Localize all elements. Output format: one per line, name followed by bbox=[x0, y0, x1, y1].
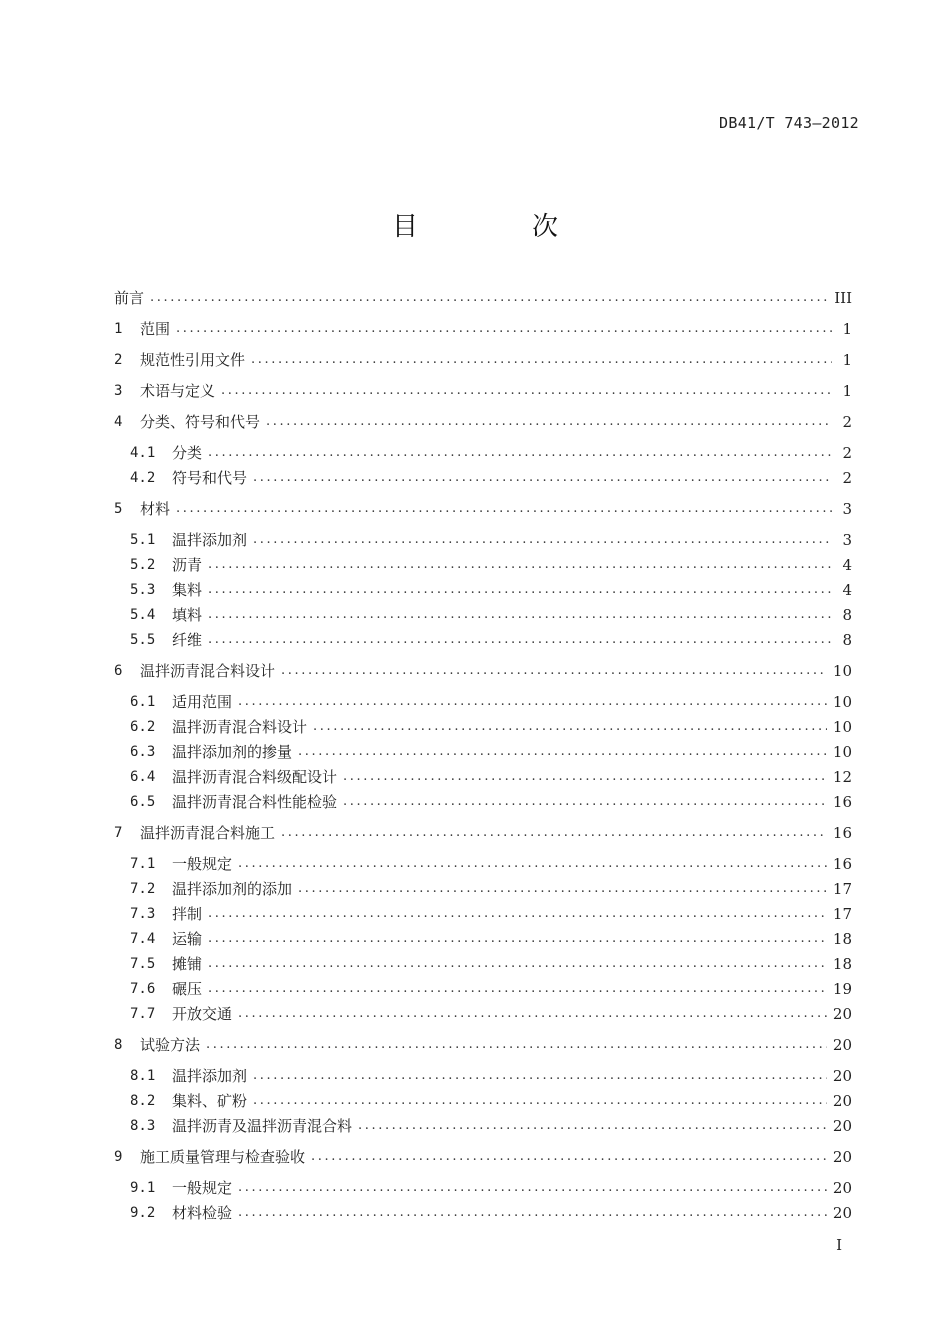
toc-leader-dots bbox=[298, 740, 827, 764]
toc-entry-page: 19 bbox=[832, 980, 852, 998]
toc-leader-dots bbox=[251, 348, 832, 372]
toc-entry-number: 7 bbox=[114, 825, 123, 841]
toc-entry-label: 材料 bbox=[140, 500, 171, 518]
toc-entry-label: 前言 bbox=[114, 289, 145, 307]
toc-leader-dots bbox=[253, 1089, 827, 1113]
toc-entry-label: 沥青 bbox=[172, 556, 203, 574]
toc-entry-label: 温拌沥青及温拌沥青混合料 bbox=[172, 1117, 353, 1135]
toc-entry[interactable] bbox=[130, 466, 852, 490]
toc-entry[interactable] bbox=[130, 977, 852, 1001]
toc-entry-label: 温拌添加剂 bbox=[172, 531, 248, 549]
toc-entry[interactable] bbox=[130, 1176, 852, 1200]
toc-entry[interactable] bbox=[114, 348, 852, 372]
toc-entry-number: 6 bbox=[114, 663, 123, 679]
toc-leader-dots bbox=[208, 578, 832, 602]
toc-entry-number: 9.2 bbox=[130, 1205, 156, 1221]
toc-entry-page: 10 bbox=[832, 662, 852, 680]
toc-entry[interactable] bbox=[130, 441, 852, 465]
toc-entry-label: 温拌添加剂的掺量 bbox=[172, 743, 293, 761]
toc-entry-number: 7.6 bbox=[130, 981, 156, 997]
toc-entry-label: 规范性引用文件 bbox=[140, 351, 246, 369]
toc-leader-dots bbox=[238, 690, 827, 714]
toc-entry[interactable] bbox=[114, 659, 852, 683]
toc-leader-dots bbox=[176, 497, 832, 521]
toc-leader-dots bbox=[221, 379, 832, 403]
toc-entry[interactable] bbox=[130, 902, 852, 926]
toc-entry-page: 20 bbox=[832, 1036, 852, 1054]
toc-entry-label: 分类 bbox=[172, 444, 203, 462]
toc-entry[interactable] bbox=[114, 1033, 852, 1057]
toc-entry-page: 20 bbox=[832, 1117, 852, 1135]
toc-entry[interactable] bbox=[130, 1201, 852, 1225]
toc-entry-label: 一般规定 bbox=[172, 1179, 233, 1197]
toc-entry-number: 2 bbox=[114, 352, 123, 368]
toc-entry-number: 6.4 bbox=[130, 769, 156, 785]
toc-entry-number: 9 bbox=[114, 1149, 123, 1165]
toc-entry-number: 7.3 bbox=[130, 906, 156, 922]
toc-entry-number: 6.3 bbox=[130, 744, 156, 760]
toc-leader-dots bbox=[208, 441, 832, 465]
toc-entry-label: 温拌沥青混合料设计 bbox=[172, 718, 308, 736]
toc-entry[interactable] bbox=[114, 1145, 852, 1169]
toc-entry-number: 4.1 bbox=[130, 445, 156, 461]
toc-entry[interactable] bbox=[114, 379, 852, 403]
toc-leader-dots bbox=[238, 1176, 827, 1200]
toc-entry-label: 符号和代号 bbox=[172, 469, 248, 487]
toc-entry-label: 集料、矿粉 bbox=[172, 1092, 248, 1110]
toc-entry-number: 5 bbox=[114, 501, 123, 517]
toc-entry[interactable] bbox=[114, 317, 852, 341]
toc-entry-page: 20 bbox=[832, 1067, 852, 1085]
toc-entry-number: 9.1 bbox=[130, 1180, 156, 1196]
toc-entry-page: 10 bbox=[832, 693, 852, 711]
toc-entry-label: 碾压 bbox=[172, 980, 203, 998]
toc-entry-number: 1 bbox=[114, 321, 123, 337]
toc-leader-dots bbox=[208, 628, 832, 652]
toc-entry[interactable] bbox=[130, 877, 852, 901]
toc-entry[interactable] bbox=[114, 497, 852, 521]
toc-entry-page: 16 bbox=[832, 824, 852, 842]
toc-entry-page: 18 bbox=[832, 955, 852, 973]
toc-entry-page: 3 bbox=[842, 531, 852, 549]
toc-entry-page: 8 bbox=[842, 606, 852, 624]
toc-entry-number: 5.1 bbox=[130, 532, 156, 548]
toc-entry-page: 4 bbox=[842, 556, 852, 574]
toc-leader-dots bbox=[266, 410, 832, 434]
toc-entry-number: 6.2 bbox=[130, 719, 156, 735]
toc-entry-label: 温拌添加剂的添加 bbox=[172, 880, 293, 898]
toc-leader-dots bbox=[343, 790, 827, 814]
toc-leader-dots bbox=[208, 553, 832, 577]
toc-leader-dots bbox=[238, 852, 827, 876]
toc-leader-dots bbox=[313, 715, 827, 739]
toc-leader-dots bbox=[208, 952, 827, 976]
toc-entry-page: 2 bbox=[842, 413, 852, 431]
toc-entry-label: 填料 bbox=[172, 606, 203, 624]
toc-leader-dots bbox=[281, 659, 827, 683]
toc-entry[interactable] bbox=[114, 821, 852, 845]
toc-entry-label: 纤维 bbox=[172, 631, 203, 649]
toc-entry-page: 10 bbox=[832, 718, 852, 736]
toc-entry-page: 8 bbox=[842, 631, 852, 649]
toc-entry-page: 18 bbox=[832, 930, 852, 948]
toc-entry-page: 4 bbox=[842, 581, 852, 599]
toc-entry[interactable] bbox=[130, 1064, 852, 1088]
toc-leader-dots bbox=[281, 821, 827, 845]
toc-entry[interactable] bbox=[130, 740, 852, 764]
toc-entry-page: 1 bbox=[842, 320, 852, 338]
toc-entry-label: 术语与定义 bbox=[140, 382, 216, 400]
toc-entry-page: 20 bbox=[832, 1179, 852, 1197]
toc-entry[interactable] bbox=[130, 952, 852, 976]
toc-entry[interactable] bbox=[114, 286, 852, 310]
toc-entry-number: 5.5 bbox=[130, 632, 156, 648]
footer-page-number: I bbox=[836, 1236, 842, 1254]
toc-entry-label: 温拌沥青混合料级配设计 bbox=[172, 768, 338, 786]
toc-entry-label: 一般规定 bbox=[172, 855, 233, 873]
toc-leader-dots bbox=[253, 528, 832, 552]
toc-entry-label: 温拌沥青混合料施工 bbox=[140, 824, 276, 842]
toc-entry[interactable] bbox=[130, 852, 852, 876]
toc-entry-page: 2 bbox=[842, 444, 852, 462]
toc-entry-number: 3 bbox=[114, 383, 123, 399]
toc-entry-page: 16 bbox=[832, 855, 852, 873]
toc-leader-dots bbox=[208, 603, 832, 627]
toc-entry[interactable] bbox=[130, 1002, 852, 1026]
toc-entry-page: 16 bbox=[832, 793, 852, 811]
toc-entry-page: III bbox=[834, 289, 852, 307]
toc-entry-page: 20 bbox=[832, 1148, 852, 1166]
toc-entry[interactable] bbox=[130, 628, 852, 652]
toc-leader-dots bbox=[343, 765, 827, 789]
toc-entry-number: 7.7 bbox=[130, 1006, 156, 1022]
toc-leader-dots bbox=[208, 977, 827, 1001]
toc-entry-number: 8.3 bbox=[130, 1118, 156, 1134]
toc-entry-number: 8 bbox=[114, 1037, 123, 1053]
toc-entry-label: 温拌沥青混合料设计 bbox=[140, 662, 276, 680]
toc-entry-page: 2 bbox=[842, 469, 852, 487]
toc-entry[interactable] bbox=[130, 578, 852, 602]
toc-entry-label: 拌制 bbox=[172, 905, 203, 923]
toc-entry-number: 5.2 bbox=[130, 557, 156, 573]
toc-entry-label: 运输 bbox=[172, 930, 203, 948]
toc-leader-dots bbox=[238, 1002, 827, 1026]
toc-entry-label: 范围 bbox=[140, 320, 171, 338]
toc-entry[interactable] bbox=[130, 715, 852, 739]
toc-entry[interactable] bbox=[130, 927, 852, 951]
toc-entry-number: 8.2 bbox=[130, 1093, 156, 1109]
toc-entry-number: 7.1 bbox=[130, 856, 156, 872]
toc-entry-page: 20 bbox=[832, 1092, 852, 1110]
toc-entry-number: 8.1 bbox=[130, 1068, 156, 1084]
toc-entry-page: 17 bbox=[832, 905, 852, 923]
toc-leader-dots bbox=[206, 1033, 827, 1057]
toc-entry-label: 集料 bbox=[172, 581, 203, 599]
toc-entry-page: 20 bbox=[832, 1005, 852, 1023]
toc-entry-number: 7.2 bbox=[130, 881, 156, 897]
toc-entry-page: 20 bbox=[832, 1204, 852, 1222]
toc-entry-label: 开放交通 bbox=[172, 1005, 233, 1023]
toc-entry[interactable] bbox=[130, 528, 852, 552]
toc-entry[interactable] bbox=[130, 790, 852, 814]
toc-entry-label: 适用范围 bbox=[172, 693, 233, 711]
toc-entry-label: 分类、符号和代号 bbox=[140, 413, 261, 431]
toc-entry-label: 温拌添加剂 bbox=[172, 1067, 248, 1085]
toc-entry-page: 12 bbox=[832, 768, 852, 786]
toc-leader-dots bbox=[253, 1064, 827, 1088]
toc-entry-label: 施工质量管理与检查验收 bbox=[140, 1148, 306, 1166]
page-title: 目 次 bbox=[391, 212, 602, 242]
toc-entry-number: 7.4 bbox=[130, 931, 156, 947]
toc-entry-number: 4.2 bbox=[130, 470, 156, 486]
toc-entry-label: 试验方法 bbox=[140, 1036, 201, 1054]
toc-entry-number: 6.5 bbox=[130, 794, 156, 810]
toc-leader-dots bbox=[176, 317, 832, 341]
toc-entry-page: 1 bbox=[842, 382, 852, 400]
toc-entry[interactable] bbox=[130, 690, 852, 714]
toc-entry[interactable] bbox=[130, 1114, 852, 1138]
toc-entry[interactable] bbox=[114, 410, 852, 434]
toc-leader-dots bbox=[238, 1201, 827, 1225]
toc-entry-number: 6.1 bbox=[130, 694, 156, 710]
toc-entry-number: 7.5 bbox=[130, 956, 156, 972]
document-code: DB41/T 743—2012 bbox=[719, 114, 859, 132]
toc-entry-page: 10 bbox=[832, 743, 852, 761]
toc-leader-dots bbox=[253, 466, 832, 490]
toc-entry-label: 材料检验 bbox=[172, 1204, 233, 1222]
toc-entry-number: 4 bbox=[114, 414, 123, 430]
toc-entry-label: 温拌沥青混合料性能检验 bbox=[172, 793, 338, 811]
toc-entry-page: 1 bbox=[842, 351, 852, 369]
toc-leader-dots bbox=[150, 286, 828, 310]
toc-entry[interactable] bbox=[130, 1089, 852, 1113]
toc-leader-dots bbox=[358, 1114, 827, 1138]
toc-leader-dots bbox=[208, 927, 827, 951]
toc-entry-page: 3 bbox=[842, 500, 852, 518]
toc-entry[interactable] bbox=[130, 603, 852, 627]
toc-entry[interactable] bbox=[130, 765, 852, 789]
toc-entry-number: 5.4 bbox=[130, 607, 156, 623]
toc-leader-dots bbox=[208, 902, 827, 926]
toc-entry-number: 5.3 bbox=[130, 582, 156, 598]
toc-entry-label: 摊铺 bbox=[172, 955, 203, 973]
toc-entry[interactable] bbox=[130, 553, 852, 577]
toc-leader-dots bbox=[311, 1145, 827, 1169]
toc-leader-dots bbox=[298, 877, 827, 901]
toc-entry-page: 17 bbox=[832, 880, 852, 898]
